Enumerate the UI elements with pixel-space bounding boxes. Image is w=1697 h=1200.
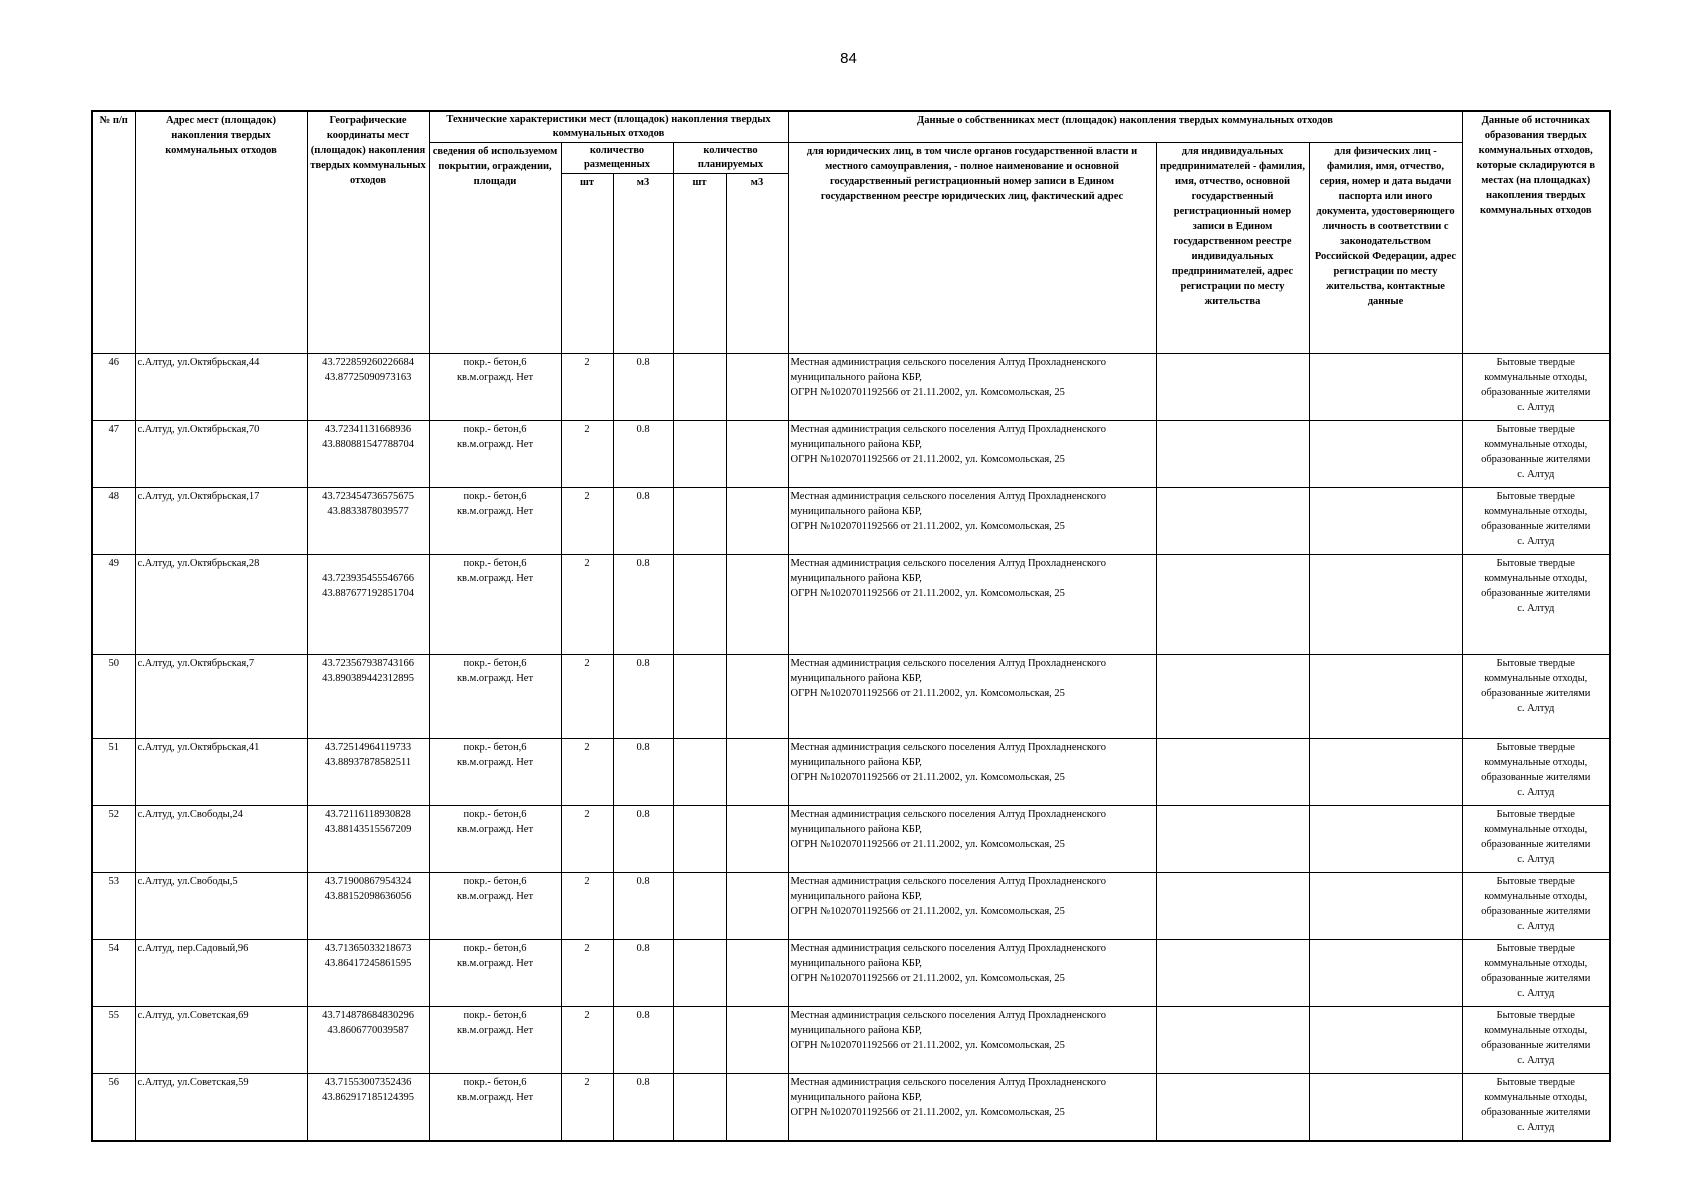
header-num: № п/п <box>92 111 135 354</box>
cell-cover: покр.- бетон,6 кв.м.огражд. Нет <box>429 739 561 806</box>
header-address: Адрес мест (площадок) накопления твердых коммунальных отходов <box>135 111 307 354</box>
cell-owner-person <box>1309 873 1462 940</box>
table-row <box>92 421 1610 488</box>
cell-owner-ip <box>1156 739 1309 806</box>
cell-sources: Бытовые твердые коммунальные отходы, образованные жителями с. Алтуд <box>1462 806 1610 873</box>
cell-owner-legal: Местная администрация сельского поселения Алтуд Прохладненского муниципального района КБР, ОГРН №1020701192566 от 21.11.2002, ул. Комсомольская, 25 <box>788 655 1156 739</box>
cell-owner-legal: Местная администрация сельского поселения Алтуд Прохладненского муниципального района КБР, ОГРН №1020701192566 от 21.11.2002, ул. Комсомольская, 25 <box>788 555 1156 655</box>
cell-address: с.Алтуд, ул.Советская,59 <box>135 1074 307 1141</box>
coord-lat: 43.72116118930828 <box>325 809 411 820</box>
cell-address: с.Алтуд, ул.Октябрьская,17 <box>135 488 307 555</box>
cell-sources: Бытовые твердые коммунальные отходы, образованные жителями с. Алтуд <box>1462 421 1610 488</box>
cell-sources: Бытовые твердые коммунальные отходы, образованные жителями с. Алтуд <box>1462 555 1610 655</box>
cell-owner-person <box>1309 488 1462 555</box>
cell-owner-legal: Местная администрация сельского поселения Алтуд Прохладненского муниципального района КБР, ОГРН №1020701192566 от 21.11.2002, ул. Комсомольская, 25 <box>788 421 1156 488</box>
cell-pcs: 2 <box>561 739 613 806</box>
cell-coords <box>307 1074 429 1141</box>
cell-coords <box>307 873 429 940</box>
cell-num: 49 <box>92 555 135 655</box>
waste-sites-table <box>91 110 1611 1142</box>
cell-pcs-planned <box>673 354 726 421</box>
coord-lon: 43.8606770039587 <box>327 1025 409 1036</box>
cell-sources: Бытовые твердые коммунальные отходы, образованные жителями с. Алтуд <box>1462 940 1610 1007</box>
cell-m3: 0.8 <box>613 655 673 739</box>
cell-address: с.Алтуд, пер.Садовый,96 <box>135 940 307 1007</box>
coord-lon: 43.88152098636056 <box>324 891 412 902</box>
cell-owner-legal: Местная администрация сельского поселения Алтуд Прохладненского муниципального района КБР, ОГРН №1020701192566 от 21.11.2002, ул. Комсомольская, 25 <box>788 873 1156 940</box>
cell-num: 53 <box>92 873 135 940</box>
table-row <box>92 739 1610 806</box>
cell-sources: Бытовые твердые коммунальные отходы, образованные жителями с. Алтуд <box>1462 354 1610 421</box>
cell-m3: 0.8 <box>613 1074 673 1141</box>
coord-lon: 43.880881547788704 <box>322 439 414 450</box>
cell-address: с.Алтуд, ул.Свободы,5 <box>135 873 307 940</box>
cell-address: с.Алтуд, ул.Октябрьская,28 <box>135 555 307 655</box>
coord-lon: 43.887677192851704 <box>322 588 414 599</box>
cell-owner-person <box>1309 940 1462 1007</box>
cell-cover: покр.- бетон,6 кв.м.огражд. Нет <box>429 354 561 421</box>
coord-lon: 43.86417245861595 <box>324 958 412 969</box>
cell-owner-legal: Местная администрация сельского поселения Алтуд Прохладненского муниципального района КБР, ОГРН №1020701192566 от 21.11.2002, ул. Комсомольская, 25 <box>788 488 1156 555</box>
cell-owner-ip <box>1156 488 1309 555</box>
cell-sources: Бытовые твердые коммунальные отходы, образованные жителями с. Алтуд <box>1462 739 1610 806</box>
cell-num: 51 <box>92 739 135 806</box>
coord-lon: 43.88143515567209 <box>324 824 412 835</box>
table-row <box>92 488 1610 555</box>
table-row <box>92 1074 1610 1141</box>
cell-coords <box>307 806 429 873</box>
cell-m3: 0.8 <box>613 488 673 555</box>
cell-m3-planned <box>726 806 788 873</box>
cell-num: 54 <box>92 940 135 1007</box>
header-unit-m3: м3 <box>613 174 673 354</box>
cell-m3-planned <box>726 1007 788 1074</box>
table-row <box>92 1007 1610 1074</box>
coord-lon: 43.88937878582511 <box>324 757 412 768</box>
table-row <box>92 354 1610 421</box>
cell-m3-planned <box>726 940 788 1007</box>
cell-sources: Бытовые твердые коммунальные отходы, образованные жителями с. Алтуд <box>1462 1074 1610 1141</box>
cell-m3-planned <box>726 488 788 555</box>
coord-lon: 43.890389442312895 <box>322 673 414 684</box>
cell-owner-ip <box>1156 806 1309 873</box>
coord-lat: 43.72341131668936 <box>324 424 412 435</box>
cell-sources: Бытовые твердые коммунальные отходы, образованные жителями с. Алтуд <box>1462 1007 1610 1074</box>
cell-owner-person <box>1309 421 1462 488</box>
cell-coords <box>307 655 429 739</box>
cell-pcs-planned <box>673 655 726 739</box>
cell-owner-person <box>1309 739 1462 806</box>
cell-pcs-planned <box>673 1074 726 1141</box>
cell-owner-ip <box>1156 555 1309 655</box>
cell-pcs-planned <box>673 488 726 555</box>
cell-pcs-planned <box>673 940 726 1007</box>
table-row <box>92 873 1610 940</box>
cell-sources: Бытовые твердые коммунальные отходы, образованные жителями с. Алтуд <box>1462 655 1610 739</box>
cell-num: 50 <box>92 655 135 739</box>
cell-num: 47 <box>92 421 135 488</box>
cell-owner-person <box>1309 354 1462 421</box>
cell-owner-person <box>1309 555 1462 655</box>
cell-m3: 0.8 <box>613 873 673 940</box>
cell-m3: 0.8 <box>613 940 673 1007</box>
cell-pcs: 2 <box>561 421 613 488</box>
table-row <box>92 940 1610 1007</box>
coord-lon: 43.87725090973163 <box>324 372 412 383</box>
cell-num: 46 <box>92 354 135 421</box>
cell-coords <box>307 421 429 488</box>
cell-num: 55 <box>92 1007 135 1074</box>
cell-m3: 0.8 <box>613 1007 673 1074</box>
coord-lat: 43.723935455546766 <box>322 573 414 584</box>
cell-pcs-planned <box>673 555 726 655</box>
cell-pcs: 2 <box>561 354 613 421</box>
table-row <box>92 655 1610 739</box>
cell-owner-legal: Местная администрация сельского поселения Алтуд Прохладненского муниципального района КБР, ОГРН №1020701192566 от 21.11.2002, ул. Комсомольская, 25 <box>788 1074 1156 1141</box>
header-sources: Данные об источниках образования твердых коммунальных отходов, которые складируются в местах (на площадках) накопления твердых коммунальных отходов <box>1462 111 1610 354</box>
cell-num: 48 <box>92 488 135 555</box>
header-unit-pcs: шт <box>561 174 613 354</box>
cell-address: с.Алтуд, ул.Советская,69 <box>135 1007 307 1074</box>
cell-sources: Бытовые твердые коммунальные отходы, образованные жителями с. Алтуд <box>1462 488 1610 555</box>
cell-owner-legal: Местная администрация сельского поселения Алтуд Прохладненского муниципального района КБР, ОГРН №1020701192566 от 21.11.2002, ул. Комсомольская, 25 <box>788 739 1156 806</box>
cell-coords <box>307 940 429 1007</box>
page-number: 84 <box>840 50 857 67</box>
cell-owner-ip <box>1156 1074 1309 1141</box>
header-owners-ip: для индивидуальных предпринимателей - фамилия, имя, отчество, основной государственный регистрационный номер записи в Едином государственном реестре индивидуальных предпринимателей, адрес регистрации по месту жительства <box>1156 143 1309 354</box>
cell-owner-legal: Местная администрация сельского поселения Алтуд Прохладненского муниципального района КБР, ОГРН №1020701192566 от 21.11.2002, ул. Комсомольская, 25 <box>788 940 1156 1007</box>
cell-m3-planned <box>726 655 788 739</box>
cell-owner-person <box>1309 655 1462 739</box>
cell-coords <box>307 354 429 421</box>
cell-m3: 0.8 <box>613 421 673 488</box>
cell-num: 56 <box>92 1074 135 1141</box>
cell-pcs: 2 <box>561 806 613 873</box>
cell-owner-person <box>1309 806 1462 873</box>
header-tech-count-planned: количество планируемых <box>673 143 788 174</box>
cell-address: с.Алтуд, ул.Октябрьская,41 <box>135 739 307 806</box>
cell-m3-planned <box>726 739 788 806</box>
header-unit-pcs-planned: шт <box>673 174 726 354</box>
cell-pcs: 2 <box>561 873 613 940</box>
cell-owner-ip <box>1156 655 1309 739</box>
cell-coords <box>307 739 429 806</box>
cell-address: с.Алтуд, ул.Свободы,24 <box>135 806 307 873</box>
header-tech-count-placed: количество размещенных <box>561 143 673 174</box>
header-tech: Технические характеристики мест (площадок) накопления твердых коммунальных отходов <box>429 111 788 143</box>
cell-m3-planned <box>726 555 788 655</box>
cell-m3-planned <box>726 1074 788 1141</box>
cell-owner-ip <box>1156 421 1309 488</box>
cell-cover: покр.- бетон,6 кв.м.огражд. Нет <box>429 555 561 655</box>
cell-pcs: 2 <box>561 1074 613 1141</box>
header-owners-person: для физических лиц - фамилия, имя, отчество, серия, номер и дата выдачи паспорта или иного документа, удостоверяющего личность в соответствии с законодательством Российской Федерации, адрес регистрации по месту жительства, контактные данные <box>1309 143 1462 354</box>
cell-cover: покр.- бетон,6 кв.м.огражд. Нет <box>429 421 561 488</box>
cell-pcs-planned <box>673 873 726 940</box>
header-unit-m3-planned: м3 <box>726 174 788 354</box>
header-row-1 <box>92 111 1610 143</box>
coord-lat: 43.71365033218673 <box>324 943 412 954</box>
coord-lat: 43.722859260226684 <box>322 357 414 368</box>
cell-coords <box>307 1007 429 1074</box>
cell-owner-legal: Местная администрация сельского поселения Алтуд Прохладненского муниципального района КБР, ОГРН №1020701192566 от 21.11.2002, ул. Комсомольская, 25 <box>788 1007 1156 1074</box>
cell-cover: покр.- бетон,6 кв.м.огражд. Нет <box>429 1007 561 1074</box>
cell-owner-person <box>1309 1007 1462 1074</box>
cell-pcs-planned <box>673 739 726 806</box>
coord-lat: 43.723567938743166 <box>322 658 414 669</box>
cell-coords <box>307 488 429 555</box>
cell-m3: 0.8 <box>613 555 673 655</box>
coord-lon: 43.8833878039577 <box>327 506 409 517</box>
cell-address: с.Алтуд, ул.Октябрьская,44 <box>135 354 307 421</box>
cell-owner-person <box>1309 1074 1462 1141</box>
cell-cover: покр.- бетон,6 кв.м.огражд. Нет <box>429 873 561 940</box>
cell-pcs-planned <box>673 1007 726 1074</box>
coord-lon: 43.862917185124395 <box>322 1092 414 1103</box>
cell-pcs-planned <box>673 806 726 873</box>
cell-pcs: 2 <box>561 655 613 739</box>
cell-pcs: 2 <box>561 555 613 655</box>
cell-cover: покр.- бетон,6 кв.м.огражд. Нет <box>429 1074 561 1141</box>
cell-m3: 0.8 <box>613 739 673 806</box>
cell-cover: покр.- бетон,6 кв.м.огражд. Нет <box>429 655 561 739</box>
header-tech-cover: сведения об используемом покрытии, ограждении, площади <box>429 143 561 354</box>
cell-owner-ip <box>1156 873 1309 940</box>
cell-m3-planned <box>726 421 788 488</box>
cell-sources: Бытовые твердые коммунальные отходы, образованные жителями с. Алтуд <box>1462 873 1610 940</box>
cell-pcs: 2 <box>561 940 613 1007</box>
cell-owner-ip <box>1156 354 1309 421</box>
cell-owner-legal: Местная администрация сельского поселения Алтуд Прохладненского муниципального района КБР, ОГРН №1020701192566 от 21.11.2002, ул. Комсомольская, 25 <box>788 354 1156 421</box>
cell-owner-ip <box>1156 1007 1309 1074</box>
header-coords: Географические координаты мест (площадок) накопления твердых коммунальных отходов <box>307 111 429 354</box>
table-row <box>92 555 1610 655</box>
cell-m3: 0.8 <box>613 354 673 421</box>
cell-owner-ip <box>1156 940 1309 1007</box>
coord-lat: 43.71900867954324 <box>324 876 412 887</box>
cell-cover: покр.- бетон,6 кв.м.огражд. Нет <box>429 488 561 555</box>
coord-lat: 43.71553007352436 <box>324 1077 412 1088</box>
coord-lat: 43.72514964119733 <box>324 742 412 753</box>
cell-cover: покр.- бетон,6 кв.м.огражд. Нет <box>429 806 561 873</box>
cell-coords <box>307 555 429 655</box>
table-row <box>92 806 1610 873</box>
cell-m3-planned <box>726 354 788 421</box>
cell-m3: 0.8 <box>613 806 673 873</box>
cell-num: 52 <box>92 806 135 873</box>
cell-pcs-planned <box>673 421 726 488</box>
cell-owner-legal: Местная администрация сельского поселения Алтуд Прохладненского муниципального района КБР, ОГРН №1020701192566 от 21.11.2002, ул. Комсомольская, 25 <box>788 806 1156 873</box>
cell-pcs: 2 <box>561 1007 613 1074</box>
header-owners: Данные о собственниках мест (площадок) накопления твердых коммунальных отходов <box>788 111 1462 143</box>
coord-lat: 43.723454736575675 <box>322 491 414 502</box>
coord-lat: 43.714878684830296 <box>322 1010 414 1021</box>
cell-address: с.Алтуд, ул.Октябрьская,7 <box>135 655 307 739</box>
cell-address: с.Алтуд, ул.Октябрьская,70 <box>135 421 307 488</box>
cell-pcs: 2 <box>561 488 613 555</box>
header-owners-legal: для юридических лиц, в том числе органов государственной власти и местного самоуправления, - полное наименование и основной государственный регистрационный номер записи в Едином государственном реестре юридических лиц, фактический адрес <box>788 143 1156 354</box>
cell-cover: покр.- бетон,6 кв.м.огражд. Нет <box>429 940 561 1007</box>
cell-m3-planned <box>726 873 788 940</box>
